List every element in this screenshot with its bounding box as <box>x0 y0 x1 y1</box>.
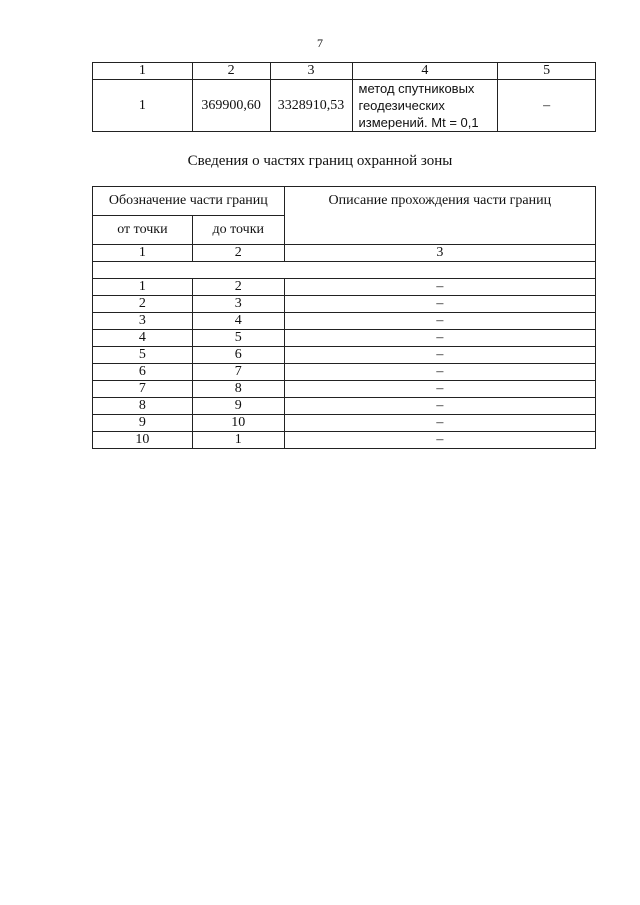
table-header-row <box>93 63 596 80</box>
method-cell <box>352 80 498 132</box>
header-cell: 4 <box>352 63 498 80</box>
header-from-cell: от точки <box>93 216 193 245</box>
point-number-cell: 1 <box>93 80 193 132</box>
table-row <box>93 279 596 296</box>
coordinates-table <box>92 62 596 132</box>
page-number: 7 <box>317 36 323 50</box>
to-point-cell: 3 <box>192 296 284 313</box>
to-point-cell: 4 <box>192 313 284 330</box>
y-coordinate-cell: 3328910,53 <box>270 80 352 132</box>
from-point-cell: 4 <box>93 330 193 347</box>
boundary-parts-table <box>92 186 596 449</box>
description-cell: – <box>284 415 595 432</box>
from-point-cell: 10 <box>93 432 193 449</box>
to-point-cell: 8 <box>192 381 284 398</box>
table-row <box>93 347 596 364</box>
to-point-cell: 2 <box>192 279 284 296</box>
description-cell: – <box>284 398 595 415</box>
to-point-cell: 10 <box>192 415 284 432</box>
header-cell: 1 <box>93 63 193 80</box>
header-description-cell: Описание прохождения части границ <box>284 187 595 245</box>
table-row <box>93 432 596 449</box>
to-point-cell: 9 <box>192 398 284 415</box>
from-point-cell: 5 <box>93 347 193 364</box>
header-cell: 5 <box>498 63 596 80</box>
header-cell: 2 <box>192 63 270 80</box>
column-number-row <box>93 245 596 262</box>
from-point-cell: 9 <box>93 415 193 432</box>
description-cell: – <box>284 432 595 449</box>
from-point-cell: 1 <box>93 279 193 296</box>
description-cell: – <box>284 296 595 313</box>
description-cell: – <box>498 80 596 132</box>
table-row <box>93 330 596 347</box>
from-point-cell: 6 <box>93 364 193 381</box>
to-point-cell: 7 <box>192 364 284 381</box>
section-title: Сведения о частях границ охранной зоны <box>187 153 453 169</box>
empty-cell <box>93 262 596 279</box>
table-row <box>93 80 596 132</box>
to-point-cell: 5 <box>192 330 284 347</box>
table-header-row <box>93 187 596 216</box>
header-to-cell: до точки <box>192 216 284 245</box>
from-point-cell: 7 <box>93 381 193 398</box>
method-line: измерений. Mt = 0,1 <box>358 115 479 130</box>
empty-row <box>93 262 596 279</box>
header-cell: 3 <box>270 63 352 80</box>
from-point-cell: 8 <box>93 398 193 415</box>
column-number-cell: 2 <box>192 245 284 262</box>
description-cell: – <box>284 347 595 364</box>
table-row <box>93 381 596 398</box>
description-cell: – <box>284 364 595 381</box>
to-point-cell: 1 <box>192 432 284 449</box>
description-cell: – <box>284 381 595 398</box>
table-row <box>93 415 596 432</box>
from-point-cell: 2 <box>93 296 193 313</box>
description-cell: – <box>284 330 595 347</box>
column-number-cell: 1 <box>93 245 193 262</box>
header-group-cell: Обозначение части границ <box>93 187 285 216</box>
x-coordinate-cell: 369900,60 <box>192 80 270 132</box>
table-row <box>93 296 596 313</box>
description-cell: – <box>284 279 595 296</box>
column-number-cell: 3 <box>284 245 595 262</box>
method-line: метод спутниковых <box>358 81 475 96</box>
to-point-cell: 6 <box>192 347 284 364</box>
table-row <box>93 364 596 381</box>
method-line: геодезических <box>358 98 445 113</box>
description-cell: – <box>284 313 595 330</box>
table-row <box>93 398 596 415</box>
from-point-cell: 3 <box>93 313 193 330</box>
table-row <box>93 313 596 330</box>
